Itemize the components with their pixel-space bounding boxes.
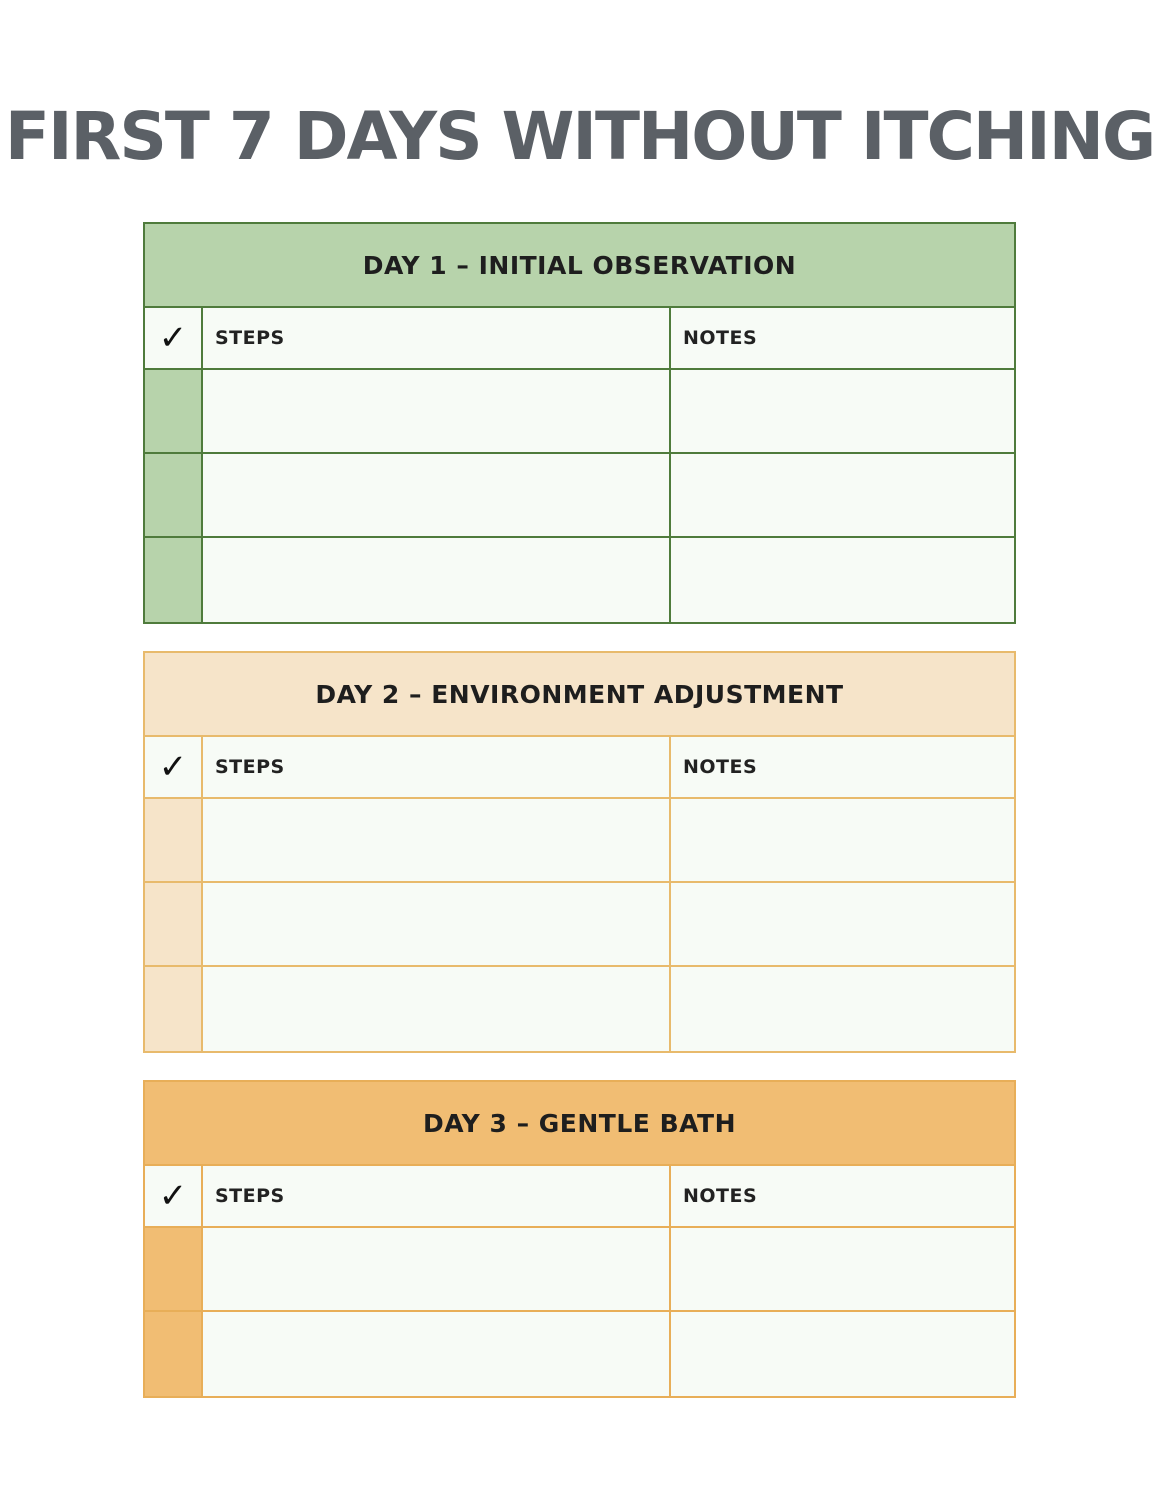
step-cell [203, 370, 671, 452]
day-1-column-header-row [145, 308, 1014, 370]
table-row [145, 454, 1014, 538]
steps-column-header [203, 737, 671, 797]
notes-column-header [671, 1166, 1014, 1226]
table-row [145, 1312, 1014, 1396]
day-2-column-header-row [145, 737, 1014, 799]
notes-label: NOTES [683, 327, 758, 349]
notes-cell[interactable] [671, 967, 1014, 1051]
step-cell [203, 1312, 671, 1396]
notes-cell[interactable] [671, 1228, 1014, 1310]
day-2-table [143, 651, 1016, 1053]
day-3-header: DAY 3 – GENTLE BATH [145, 1082, 1014, 1166]
checkbox-cell[interactable] [145, 883, 203, 965]
notes-column-header [671, 308, 1014, 368]
table-row [145, 370, 1014, 454]
table-row [145, 967, 1014, 1051]
steps-column-header [203, 308, 671, 368]
step-cell [203, 799, 671, 881]
notes-cell[interactable] [671, 454, 1014, 536]
checkmark-icon: ✓ [158, 1176, 188, 1216]
check-column-header [145, 1166, 203, 1226]
checkbox-cell[interactable] [145, 1312, 203, 1396]
checkmark-icon: ✓ [158, 318, 188, 358]
checkmark-icon: ✓ [158, 747, 188, 787]
checkbox-cell[interactable] [145, 370, 203, 452]
notes-cell[interactable] [671, 370, 1014, 452]
check-column-header [145, 737, 203, 797]
notes-cell[interactable] [671, 538, 1014, 622]
table-row [145, 799, 1014, 883]
notes-cell[interactable] [671, 1312, 1014, 1396]
check-column-header [145, 308, 203, 368]
day-3-column-header-row [145, 1166, 1014, 1228]
step-cell [203, 967, 671, 1051]
notes-cell[interactable] [671, 799, 1014, 881]
checkbox-cell[interactable] [145, 454, 203, 536]
day-1-header: DAY 1 – INITIAL OBSERVATION [145, 224, 1014, 308]
table-row [145, 538, 1014, 622]
steps-column-header [203, 1166, 671, 1226]
checkbox-cell[interactable] [145, 1228, 203, 1310]
checkbox-cell[interactable] [145, 967, 203, 1051]
table-row [145, 883, 1014, 967]
steps-label: STEPS [215, 1185, 285, 1207]
notes-label: NOTES [683, 1185, 758, 1207]
steps-label: STEPS [215, 327, 285, 349]
step-cell [203, 454, 671, 536]
notes-cell[interactable] [671, 883, 1014, 965]
steps-label: STEPS [215, 756, 285, 778]
day-1-table [143, 222, 1016, 624]
step-cell [203, 883, 671, 965]
notes-label: NOTES [683, 756, 758, 778]
day-2-header: DAY 2 – ENVIRONMENT ADJUSTMENT [145, 653, 1014, 737]
notes-column-header [671, 737, 1014, 797]
page-title: FIRST 7 DAYS WITHOUT ITCHING [4, 98, 1155, 175]
checkbox-cell[interactable] [145, 538, 203, 622]
step-cell [203, 538, 671, 622]
table-row [145, 1228, 1014, 1312]
step-cell [203, 1228, 671, 1310]
day-3-table [143, 1080, 1016, 1398]
checkbox-cell[interactable] [145, 799, 203, 881]
